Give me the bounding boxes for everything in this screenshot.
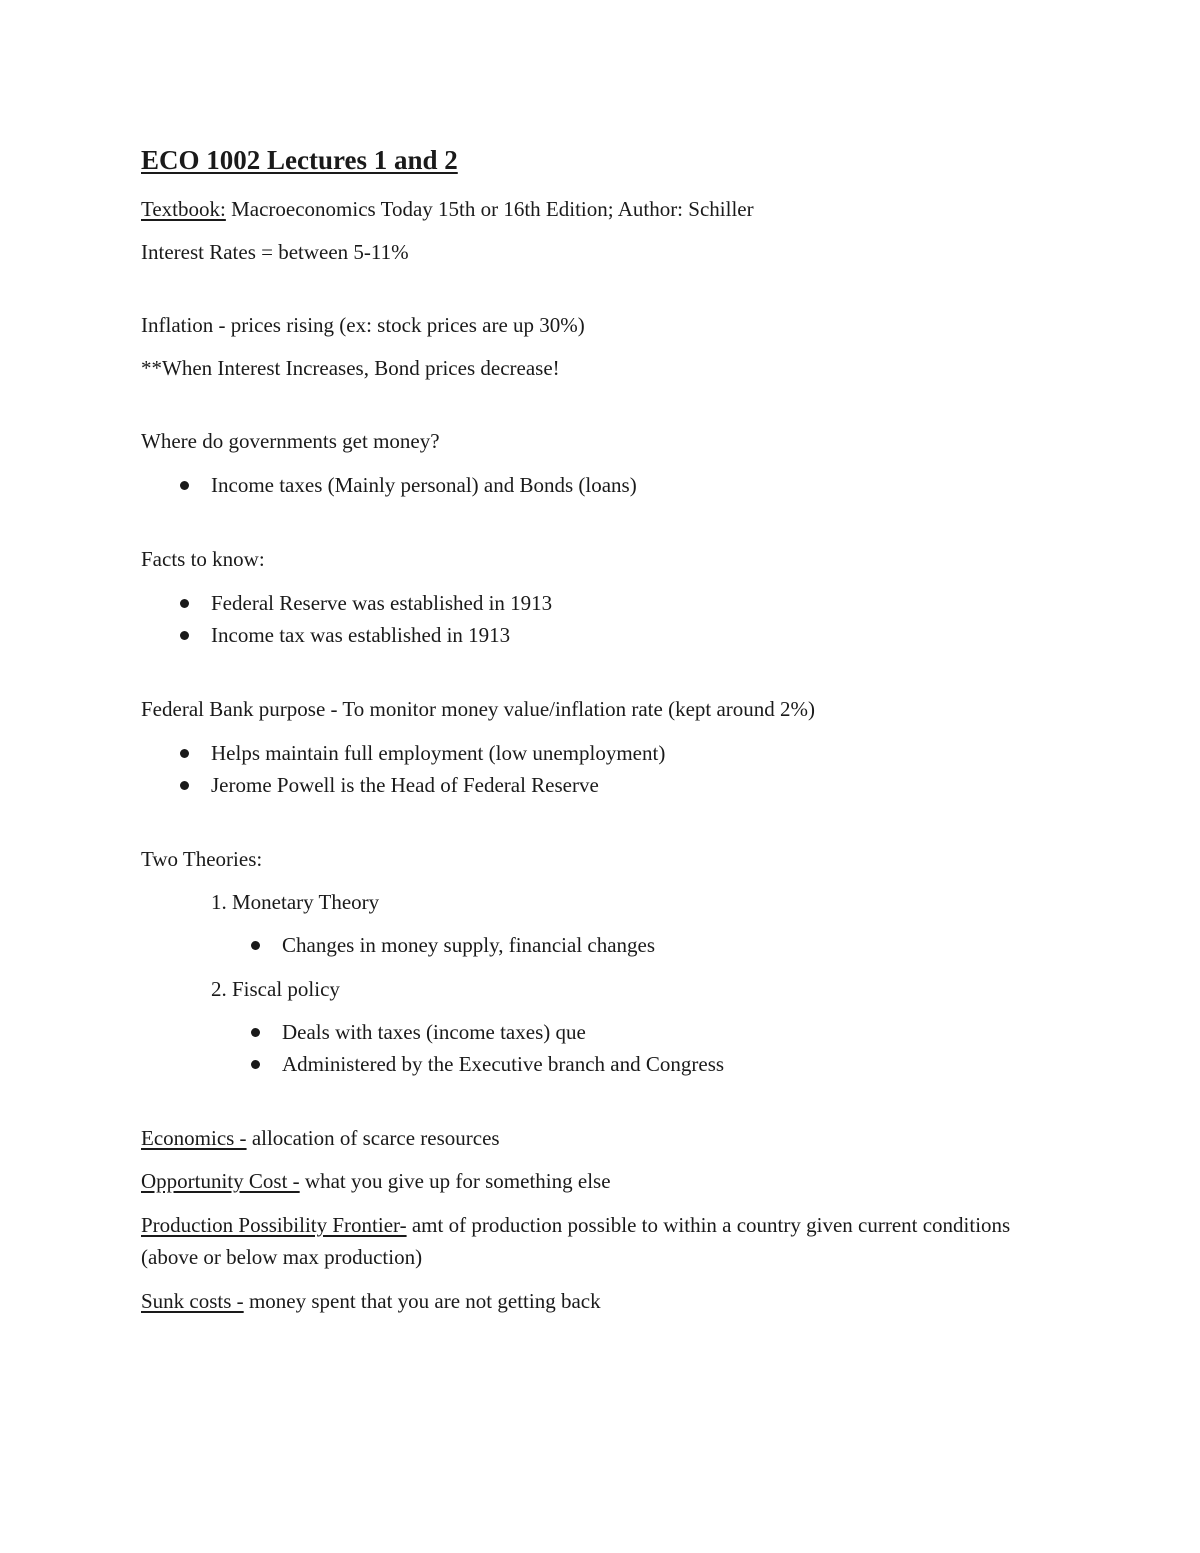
theory-number: 1. [211, 890, 227, 914]
fed-bank-heading: Federal Bank purpose - To monitor money value/inflation rate (kept around 2%) [141, 697, 816, 721]
facts-list [141, 587, 1041, 651]
theory-number: 2. [211, 977, 227, 1001]
list-item: Income tax was established in 1913 [141, 619, 1041, 651]
definition-text: what you give up for something else [299, 1169, 611, 1193]
theory-item [141, 887, 1041, 961]
inflation-line: Inflation - prices rising (ex: stock prices are up 30%) [141, 313, 585, 337]
definition-term: Economics - [141, 1126, 247, 1150]
document-page [141, 142, 1041, 1329]
theory-sublist [141, 929, 1041, 961]
definition-term: Opportunity Cost - [141, 1169, 300, 1193]
spacer [141, 396, 1041, 426]
definition-text: amt of production possible to within a country given current conditions (above or below max production) [141, 1213, 1011, 1269]
theory-item [141, 974, 1041, 1080]
theories-list [141, 887, 1041, 1080]
theory-label: Monetary Theory [232, 890, 380, 914]
theory-title [141, 974, 1041, 1004]
theory-sublist [141, 1016, 1041, 1080]
list-item: Federal Reserve was established in 1913 [141, 587, 1041, 619]
spacer [141, 814, 1041, 844]
spacer [141, 1093, 1041, 1123]
interest-note-line: **When Interest Increases, Bond prices decrease! [141, 356, 560, 380]
interest-rates-line: Interest Rates = between 5-11% [141, 240, 409, 264]
list-item: Helps maintain full employment (low unemployment) [141, 737, 1041, 769]
document-title: ECO 1002 Lectures 1 and 2 [141, 145, 458, 175]
theory-title [141, 887, 1041, 917]
theory-label: Fiscal policy [232, 977, 340, 1001]
definition-term: Sunk costs - [141, 1289, 244, 1313]
textbook-line [141, 194, 1041, 224]
gov-money-question: Where do governments get money? [141, 429, 440, 453]
fed-bank-list [141, 737, 1041, 801]
spacer [141, 280, 1041, 310]
list-item: Deals with taxes (income taxes) que [141, 1016, 1041, 1048]
definition-opportunity-cost [141, 1166, 1041, 1196]
definition-text: allocation of scarce resources [246, 1126, 500, 1150]
list-item: Changes in money supply, financial changes [141, 929, 1041, 961]
facts-heading: Facts to know: [141, 547, 265, 571]
textbook-label: Textbook: [141, 197, 226, 221]
definition-sunk-costs [141, 1286, 1041, 1316]
gov-money-list [141, 469, 1041, 501]
spacer [141, 514, 1041, 544]
list-item: Administered by the Executive branch and Congress [141, 1048, 1041, 1080]
list-item: Jerome Powell is the Head of Federal Reserve [141, 769, 1041, 801]
definition-term: Production Possibility Frontier- [141, 1213, 407, 1237]
definition-economics [141, 1123, 1041, 1153]
list-item: Income taxes (Mainly personal) and Bonds (loans) [141, 469, 1041, 501]
definition-text: money spent that you are not getting back [243, 1289, 601, 1313]
definition-ppf [141, 1209, 1041, 1273]
textbook-text: Macroeconomics Today 15th or 16th Edition; Author: Schiller [225, 197, 754, 221]
spacer [141, 664, 1041, 694]
theories-heading: Two Theories: [141, 847, 263, 871]
